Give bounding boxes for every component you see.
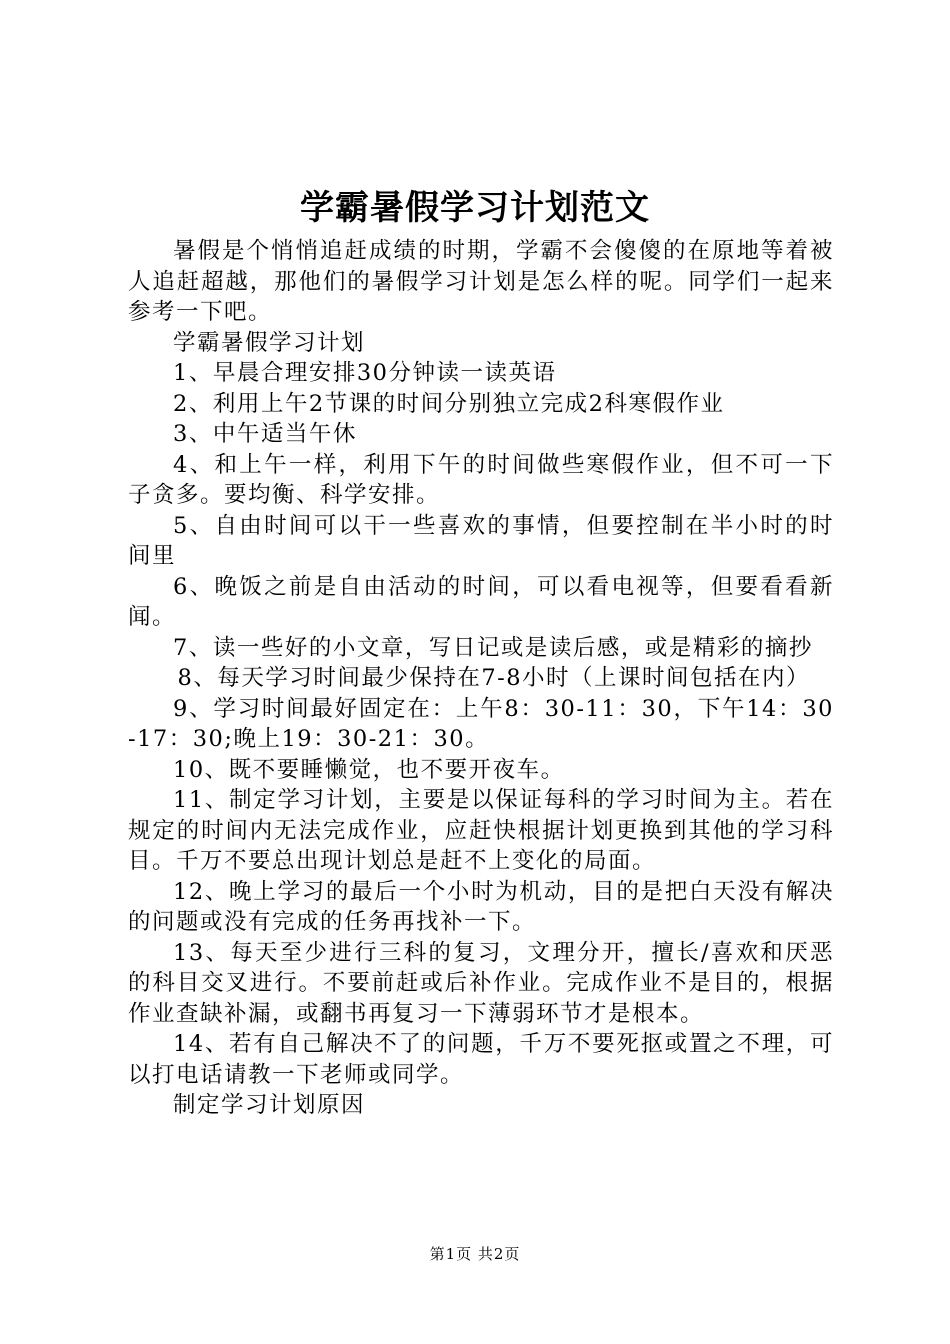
paragraph-item-7: 7、读一些好的小文章，写日记或是读后感，或是精彩的摘抄 xyxy=(173,634,813,661)
paragraph-item-6: 6、晚饭之前是自由活动的时间，可以看电视等，但要看看新闻。 xyxy=(128,573,834,630)
paragraph-item-4: 4、和上午一样，利用下午的时间做些寒假作业，但不可一下子贪多。要均衡、科学安排。 xyxy=(128,451,834,508)
paragraph-item-9: 9、学习时间最好固定在：上午8：30-11：30，下午14：30-17：30;晚上19：30-21：30。 xyxy=(128,695,834,752)
paragraph-item-10: 10、既不要睡懒觉，也不要开夜车。 xyxy=(173,756,565,783)
paragraph-reason-heading: 制定学习计划原因 xyxy=(173,1092,366,1118)
paragraph-item-12: 12、晚上学习的最后一个小时为机动，目的是把白天没有解决的问题或没有完成的任务再找补一下。 xyxy=(128,878,834,935)
paragraph-item-3: 3、中午适当午休 xyxy=(173,421,357,447)
paragraph-item-5: 5、自由时间可以干一些喜欢的事情，但要控制在半小时的时间里 xyxy=(128,512,834,569)
paragraph-item-13: 13、每天至少进行三科的复习，文理分开，擅长/喜欢和厌恶的科目交叉进行。不要前赶或后补作业。完成作业不是目的，根据作业查缺补漏，或翻书再复习一下薄弱环节才是根本。 xyxy=(128,939,834,1027)
paragraph-item-1: 1、早晨合理安排30分钟读一读英语 xyxy=(173,360,557,386)
paragraph-item-14: 14、若有自己解决不了的问题，千万不要死抠或置之不理，可以打电话请教一下老师或同学。 xyxy=(128,1031,834,1088)
paragraph-item-2: 2、利用上午2节课的时间分别独立完成2科寒假作业 xyxy=(173,390,725,417)
document-body xyxy=(128,236,834,1121)
paragraph-intro: 暑假是个悄悄追赶成绩的时期，学霸不会傻傻的在原地等着被人追赶超越，那他们的暑假学习计划是怎么样的呢。同学们一起来参考一下吧。 xyxy=(128,238,834,325)
paragraph-item-8: 8、每天学习时间最少保持在7-8小时（上课时间包括在内） xyxy=(177,665,811,691)
paragraph-plan-heading: 学霸暑假学习计划 xyxy=(173,329,366,356)
document-title: 学霸暑假学习计划范文 xyxy=(300,188,650,228)
page-number-footer: 第1页 共2页 xyxy=(429,1245,521,1263)
paragraph-item-11: 11、制定学习计划，主要是以保证每科的学习时间为主。若在规定的时间内无法完成作业，应赶快根据计划更换到其他的学习科目。千万不要总出现计划总是赶不上变化的局面。 xyxy=(128,787,834,874)
